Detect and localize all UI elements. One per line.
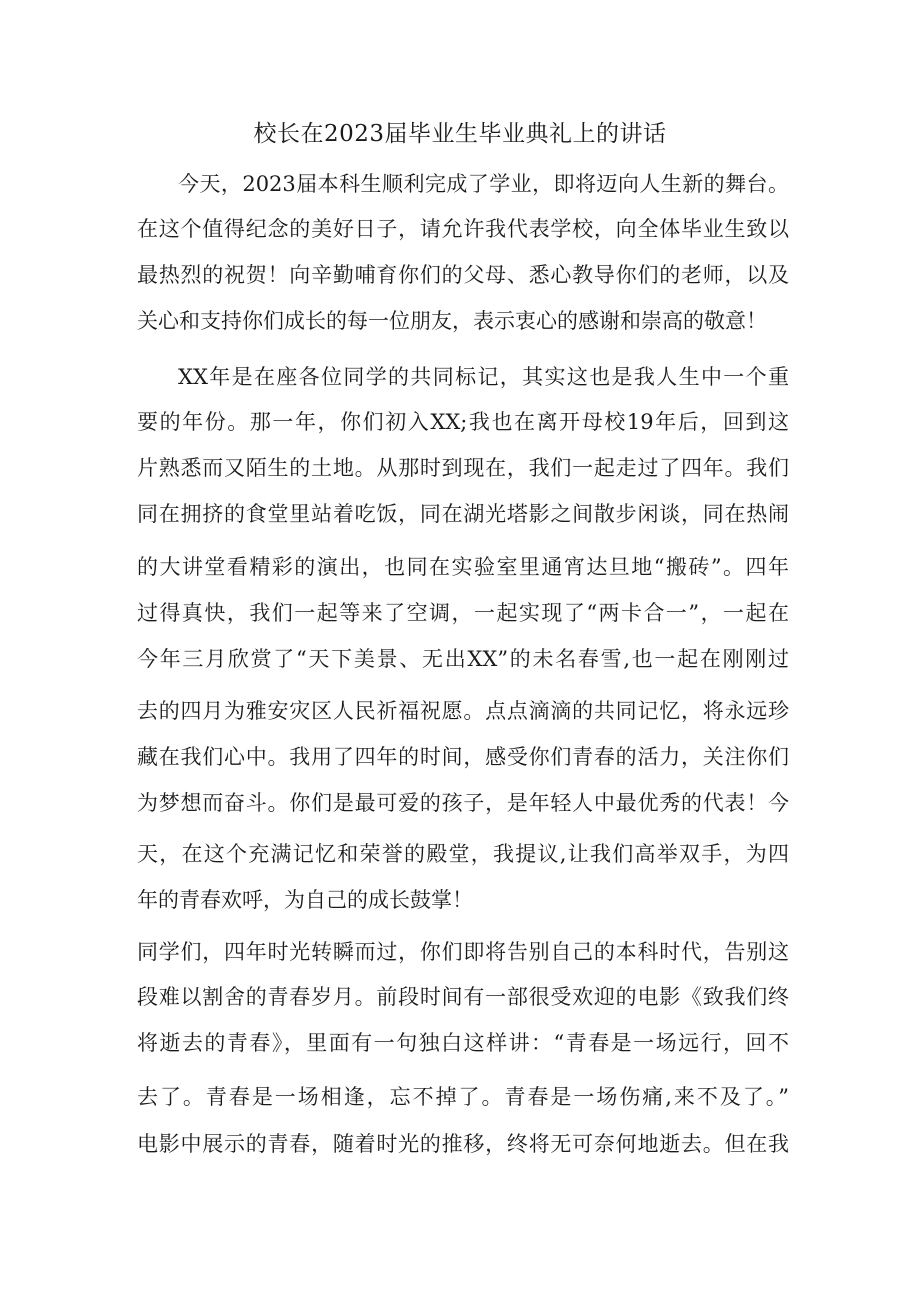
paragraph-line: 同学们，四年时光转瞬而过，你们即将告别自己的本科时代，告别这 (137, 940, 789, 964)
paragraph-line: XX年是在座各位同学的共同标记，其实这也是我人生中一个重 (178, 365, 789, 389)
paragraph-line: 电影中展示的青春，随着时光的推移，终将无可奈何地逝去。但在我 (137, 1132, 789, 1156)
paragraph-line: 今天，2023届本科生顺利完成了学业，即将迈向人生新的舞台。 (178, 172, 789, 196)
paragraph-line: 去了。青春是一场相逢，忘不掉了。青春是一场伤痛,来不及了。” (137, 1085, 789, 1109)
paragraph-line: 为梦想而奋斗。你们是最可爱的孩子，是年轻人中最优秀的代表！今 (137, 791, 789, 815)
paragraph-line: 天，在这个充满记忆和荣誉的殿堂，我提议,让我们高举双手，为四 (137, 842, 789, 866)
paragraph-line: 要的年份。那一年，你们初入XX;我也在离开母校19年后，回到这 (137, 410, 789, 434)
paragraph-line: 关心和支持你们成长的每一位朋友，表示衷心的感谢和崇高的敬意！ (137, 309, 767, 333)
paragraph-line: 藏在我们心中。我用了四年的时间，感受你们青春的活力，关注你们 (137, 745, 789, 769)
paragraph-line: 最热烈的祝贺！向辛勤哺育你们的父母、悉心教导你们的老师，以及 (137, 263, 789, 287)
document-title: 校长在2023届毕业生毕业典礼上的讲话 (253, 121, 667, 147)
paragraph-line: 过得真快，我们一起等来了空调，一起实现了“两卡合一”，一起在 (137, 601, 789, 625)
paragraph-line: 去的四月为雅安灾区人民祈福祝愿。点点滴滴的共同记忆，将永远珍 (137, 699, 789, 723)
paragraph-line: 段难以割舍的青春岁月。前段时间有一部很受欢迎的电影《致我们终 (137, 985, 789, 1009)
paragraph-line: 片熟悉而又陌生的土地。从那时到现在，我们一起走过了四年。我们 (137, 456, 789, 480)
paragraph-line: 今年三月欣赏了“天下美景、无出XX”的未名春雪,也一起在刚刚过 (137, 647, 789, 671)
paragraph-line: 将逝去的青春》，里面有一句独白这样讲：“青春是一场远行，回不 (137, 1031, 789, 1055)
paragraph-line: 的大讲堂看精彩的演出，也同在实验室里通宵达旦地“搬砖”。四年 (137, 555, 789, 579)
paragraph-line: 在这个值得纪念的美好日子，请允许我代表学校，向全体毕业生致以 (137, 217, 789, 241)
paragraph-line: 同在拥挤的食堂里站着吃饭，同在湖光塔影之间散步闲谈，同在热闹 (137, 502, 789, 526)
paragraph-line: 年的青春欢呼，为自己的成长鼓掌！ (137, 888, 473, 912)
